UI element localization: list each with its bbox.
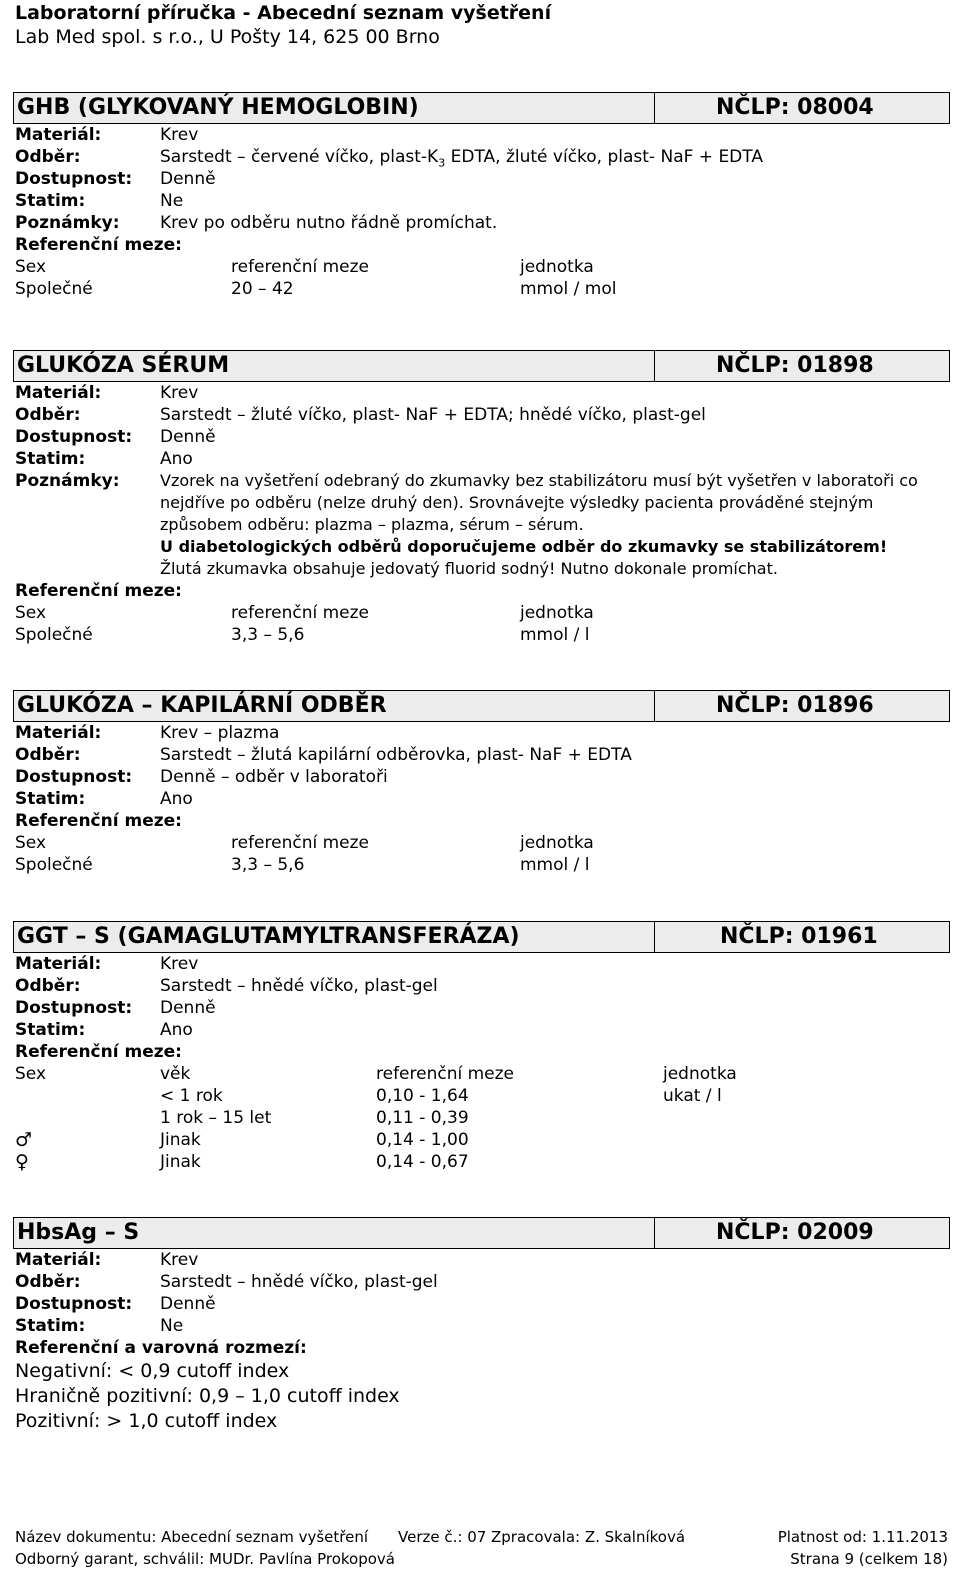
ref-heading: Referenční a varovná rozmezí: (15, 1338, 307, 1358)
entry-title-bar (13, 921, 950, 953)
ref-range: 3,3 – 5,6 (231, 625, 305, 645)
footer-guarantor: Odborný garant, schválil: MUDr. Pavlína Prokopová (15, 1550, 395, 1568)
title-divider (654, 691, 655, 721)
footer-valid-from: Platnost od: 1.11.2013 (777, 1528, 948, 1546)
odber-label: Odběr: (15, 147, 81, 167)
note-line: způsobem odběru: plazma – plazma, sérum – sérum. (160, 515, 584, 534)
document-title: Laboratorní příručka - Abecední seznam vyšetření (15, 2, 552, 24)
odber-label: Odběr: (15, 1272, 81, 1292)
col-ref: referenční meze (231, 603, 370, 623)
entry-glukoza-serum (13, 350, 950, 646)
col-sex: Sex (15, 257, 47, 277)
ref-row (13, 1129, 950, 1151)
statim-value: Ne (160, 1316, 184, 1336)
dostupnost-value: Denně – odběr v laboratoři (160, 767, 388, 787)
title-divider (654, 93, 655, 123)
note-line: nejdříve po odběru (nelze druhý den). Srovnávejte výsledky pacienta prováděné stejným (160, 493, 874, 512)
material-label: Materiál: (15, 383, 102, 403)
col-age: věk (160, 1064, 191, 1084)
col-sex: Sex (15, 603, 47, 623)
ref-unit: mmol / mol (520, 279, 617, 299)
dostupnost-label: Dostupnost: (15, 998, 133, 1018)
ref-heading: Referenční meze: (15, 811, 182, 831)
material-label: Materiál: (15, 125, 102, 145)
material-label: Materiál: (15, 723, 102, 743)
entry-title-bar (13, 690, 950, 722)
odber-label: Odběr: (15, 745, 81, 765)
note-line: Žlutá zkumavka obsahuje jedovatý fluorid sodný! Nutno dokonale promíchat. (160, 559, 778, 578)
material-value: Krev (160, 1250, 199, 1270)
nclp-code: NČLP: 02009 (716, 1220, 874, 1245)
ref-unit: mmol / l (520, 855, 590, 875)
dostupnost-value: Denně (160, 1294, 216, 1314)
odber-value: Sarstedt – hnědé víčko, plast-gel (160, 1272, 438, 1292)
footer-page-number: Strana 9 (celkem 18) (790, 1550, 948, 1568)
ref-range: 0,14 - 1,00 (376, 1130, 469, 1150)
footer-author: Zpracovala: Z. Skalníková (491, 1528, 686, 1546)
test-name: GGT – S (GAMAGLUTAMYLTRANSFERÁZA) (17, 924, 520, 949)
col-unit: jednotka (520, 833, 594, 853)
ref-table-header (13, 832, 950, 854)
ref-sex: Společné (15, 855, 93, 875)
ref-range: 0,11 - 0,39 (376, 1108, 469, 1128)
statim-label: Statim: (15, 789, 86, 809)
entry-title-bar (13, 92, 950, 124)
odber-label: Odběr: (15, 976, 81, 996)
material-label: Materiál: (15, 954, 102, 974)
ref-heading: Referenční meze: (15, 1042, 182, 1062)
col-ref: referenční meze (231, 257, 370, 277)
footer-version: Verze č.: 07 (398, 1528, 487, 1546)
statim-value: Ano (160, 1020, 193, 1040)
footer-doc-name: Název dokumentu: Abecední seznam vyšetření (15, 1528, 369, 1546)
note-line: Vzorek na vyšetření odebraný do zkumavky bez stabilizátoru musí být vyšetřen v laboratoři co (160, 471, 918, 490)
ref-negative: Negativní: < 0,9 cutoff index (15, 1360, 290, 1382)
entry-title-bar (13, 350, 950, 382)
ref-heading: Referenční meze: (15, 235, 182, 255)
ref-row (13, 1085, 950, 1107)
material-value: Krev – plazma (160, 723, 280, 743)
poznamky-value: Krev po odběru nutno řádně promíchat. (160, 213, 498, 233)
entry-hbsag (13, 1217, 950, 1434)
material-label: Materiál: (15, 1250, 102, 1270)
statim-label: Statim: (15, 191, 86, 211)
ref-sex: Společné (15, 279, 93, 299)
dostupnost-label: Dostupnost: (15, 1294, 133, 1314)
ref-positive: Pozitivní: > 1,0 cutoff index (15, 1410, 278, 1432)
dostupnost-value: Denně (160, 169, 216, 189)
statim-label: Statim: (15, 449, 86, 469)
col-ref: referenční meze (231, 833, 370, 853)
lab-address: Lab Med spol. s r.o., U Pošty 14, 625 00 Brno (15, 26, 440, 48)
footer-line-1 (15, 1528, 948, 1548)
title-divider (654, 1218, 655, 1248)
male-icon: ♂ (15, 1129, 33, 1151)
ref-unit: mmol / l (520, 625, 590, 645)
dostupnost-value: Denně (160, 427, 216, 447)
entry-glukoza-kapilarni (13, 690, 950, 876)
nclp-code: NČLP: 01896 (716, 693, 874, 718)
ref-table-header (13, 1063, 950, 1085)
ref-range: 0,10 - 1,64 (376, 1086, 469, 1106)
ref-range: 3,3 – 5,6 (231, 855, 305, 875)
ref-range: 0,14 - 0,67 (376, 1152, 469, 1172)
female-icon: ♀ (15, 1151, 29, 1173)
statim-value: Ne (160, 191, 184, 211)
material-value: Krev (160, 383, 199, 403)
ref-row (13, 854, 950, 876)
title-divider (654, 922, 655, 952)
title-divider (654, 351, 655, 381)
note-warning: U diabetologických odběrů doporučujeme odběr do zkumavky se stabilizátorem! (160, 537, 888, 556)
ref-borderline: Hraničně pozitivní: 0,9 – 1,0 cutoff index (15, 1385, 400, 1407)
col-sex: Sex (15, 1064, 47, 1084)
statim-label: Statim: (15, 1020, 86, 1040)
poznamky-label: Poznámky: (15, 471, 120, 491)
poznamky-label: Poznámky: (15, 213, 120, 233)
material-value: Krev (160, 125, 199, 145)
ref-heading: Referenční meze: (15, 581, 182, 601)
col-unit: jednotka (520, 257, 594, 277)
odber-value: Sarstedt – žlutá kapilární odběrovka, plast- NaF + EDTA (160, 745, 632, 765)
odber-value: Sarstedt – červené víčko, plast-$K_3$ EDTA, žluté víčko, plast- NaF + EDTA (160, 147, 763, 170)
ref-row (13, 1151, 950, 1173)
nclp-code: NČLP: 08004 (716, 95, 874, 120)
col-unit: jednotka (663, 1064, 737, 1084)
material-value: Krev (160, 954, 199, 974)
odber-value: Sarstedt – hnědé víčko, plast-gel (160, 976, 438, 996)
ref-row (13, 278, 950, 300)
ref-age: < 1 rok (160, 1086, 223, 1106)
ref-table-header (13, 256, 950, 278)
test-name: GLUKÓZA – KAPILÁRNÍ ODBĚR (17, 693, 387, 718)
test-name: GHB (GLYKOVANÝ HEMOGLOBIN) (17, 95, 419, 120)
ref-table-header (13, 602, 950, 624)
test-name: HbsAg – S (17, 1220, 140, 1245)
dostupnost-value: Denně (160, 998, 216, 1018)
ref-unit: ukat / l (663, 1086, 722, 1106)
ref-age: Jinak (160, 1152, 201, 1172)
odber-label: Odběr: (15, 405, 81, 425)
test-name: GLUKÓZA SÉRUM (17, 353, 230, 378)
dostupnost-label: Dostupnost: (15, 767, 133, 787)
nclp-code: NČLP: 01898 (716, 353, 874, 378)
statim-value: Ano (160, 789, 193, 809)
dostupnost-label: Dostupnost: (15, 169, 133, 189)
ref-row (13, 1107, 950, 1129)
entry-title-bar (13, 1217, 950, 1249)
ref-range: 20 – 42 (231, 279, 294, 299)
nclp-code: NČLP: 01961 (720, 924, 878, 949)
poznamky-block (13, 470, 950, 580)
statim-value: Ano (160, 449, 193, 469)
statim-label: Statim: (15, 1316, 86, 1336)
entry-ghb (13, 92, 950, 300)
ref-row (13, 624, 950, 646)
entry-ggt (13, 921, 950, 1173)
dostupnost-label: Dostupnost: (15, 427, 133, 447)
ref-age: Jinak (160, 1130, 201, 1150)
col-sex: Sex (15, 833, 47, 853)
ref-age: 1 rok – 15 let (160, 1108, 272, 1128)
odber-value: Sarstedt – žluté víčko, plast- NaF + EDTA; hnědé víčko, plast-gel (160, 405, 706, 425)
col-ref: referenční meze (376, 1064, 515, 1084)
col-unit: jednotka (520, 603, 594, 623)
footer-line-2 (15, 1550, 948, 1570)
ref-sex: Společné (15, 625, 93, 645)
